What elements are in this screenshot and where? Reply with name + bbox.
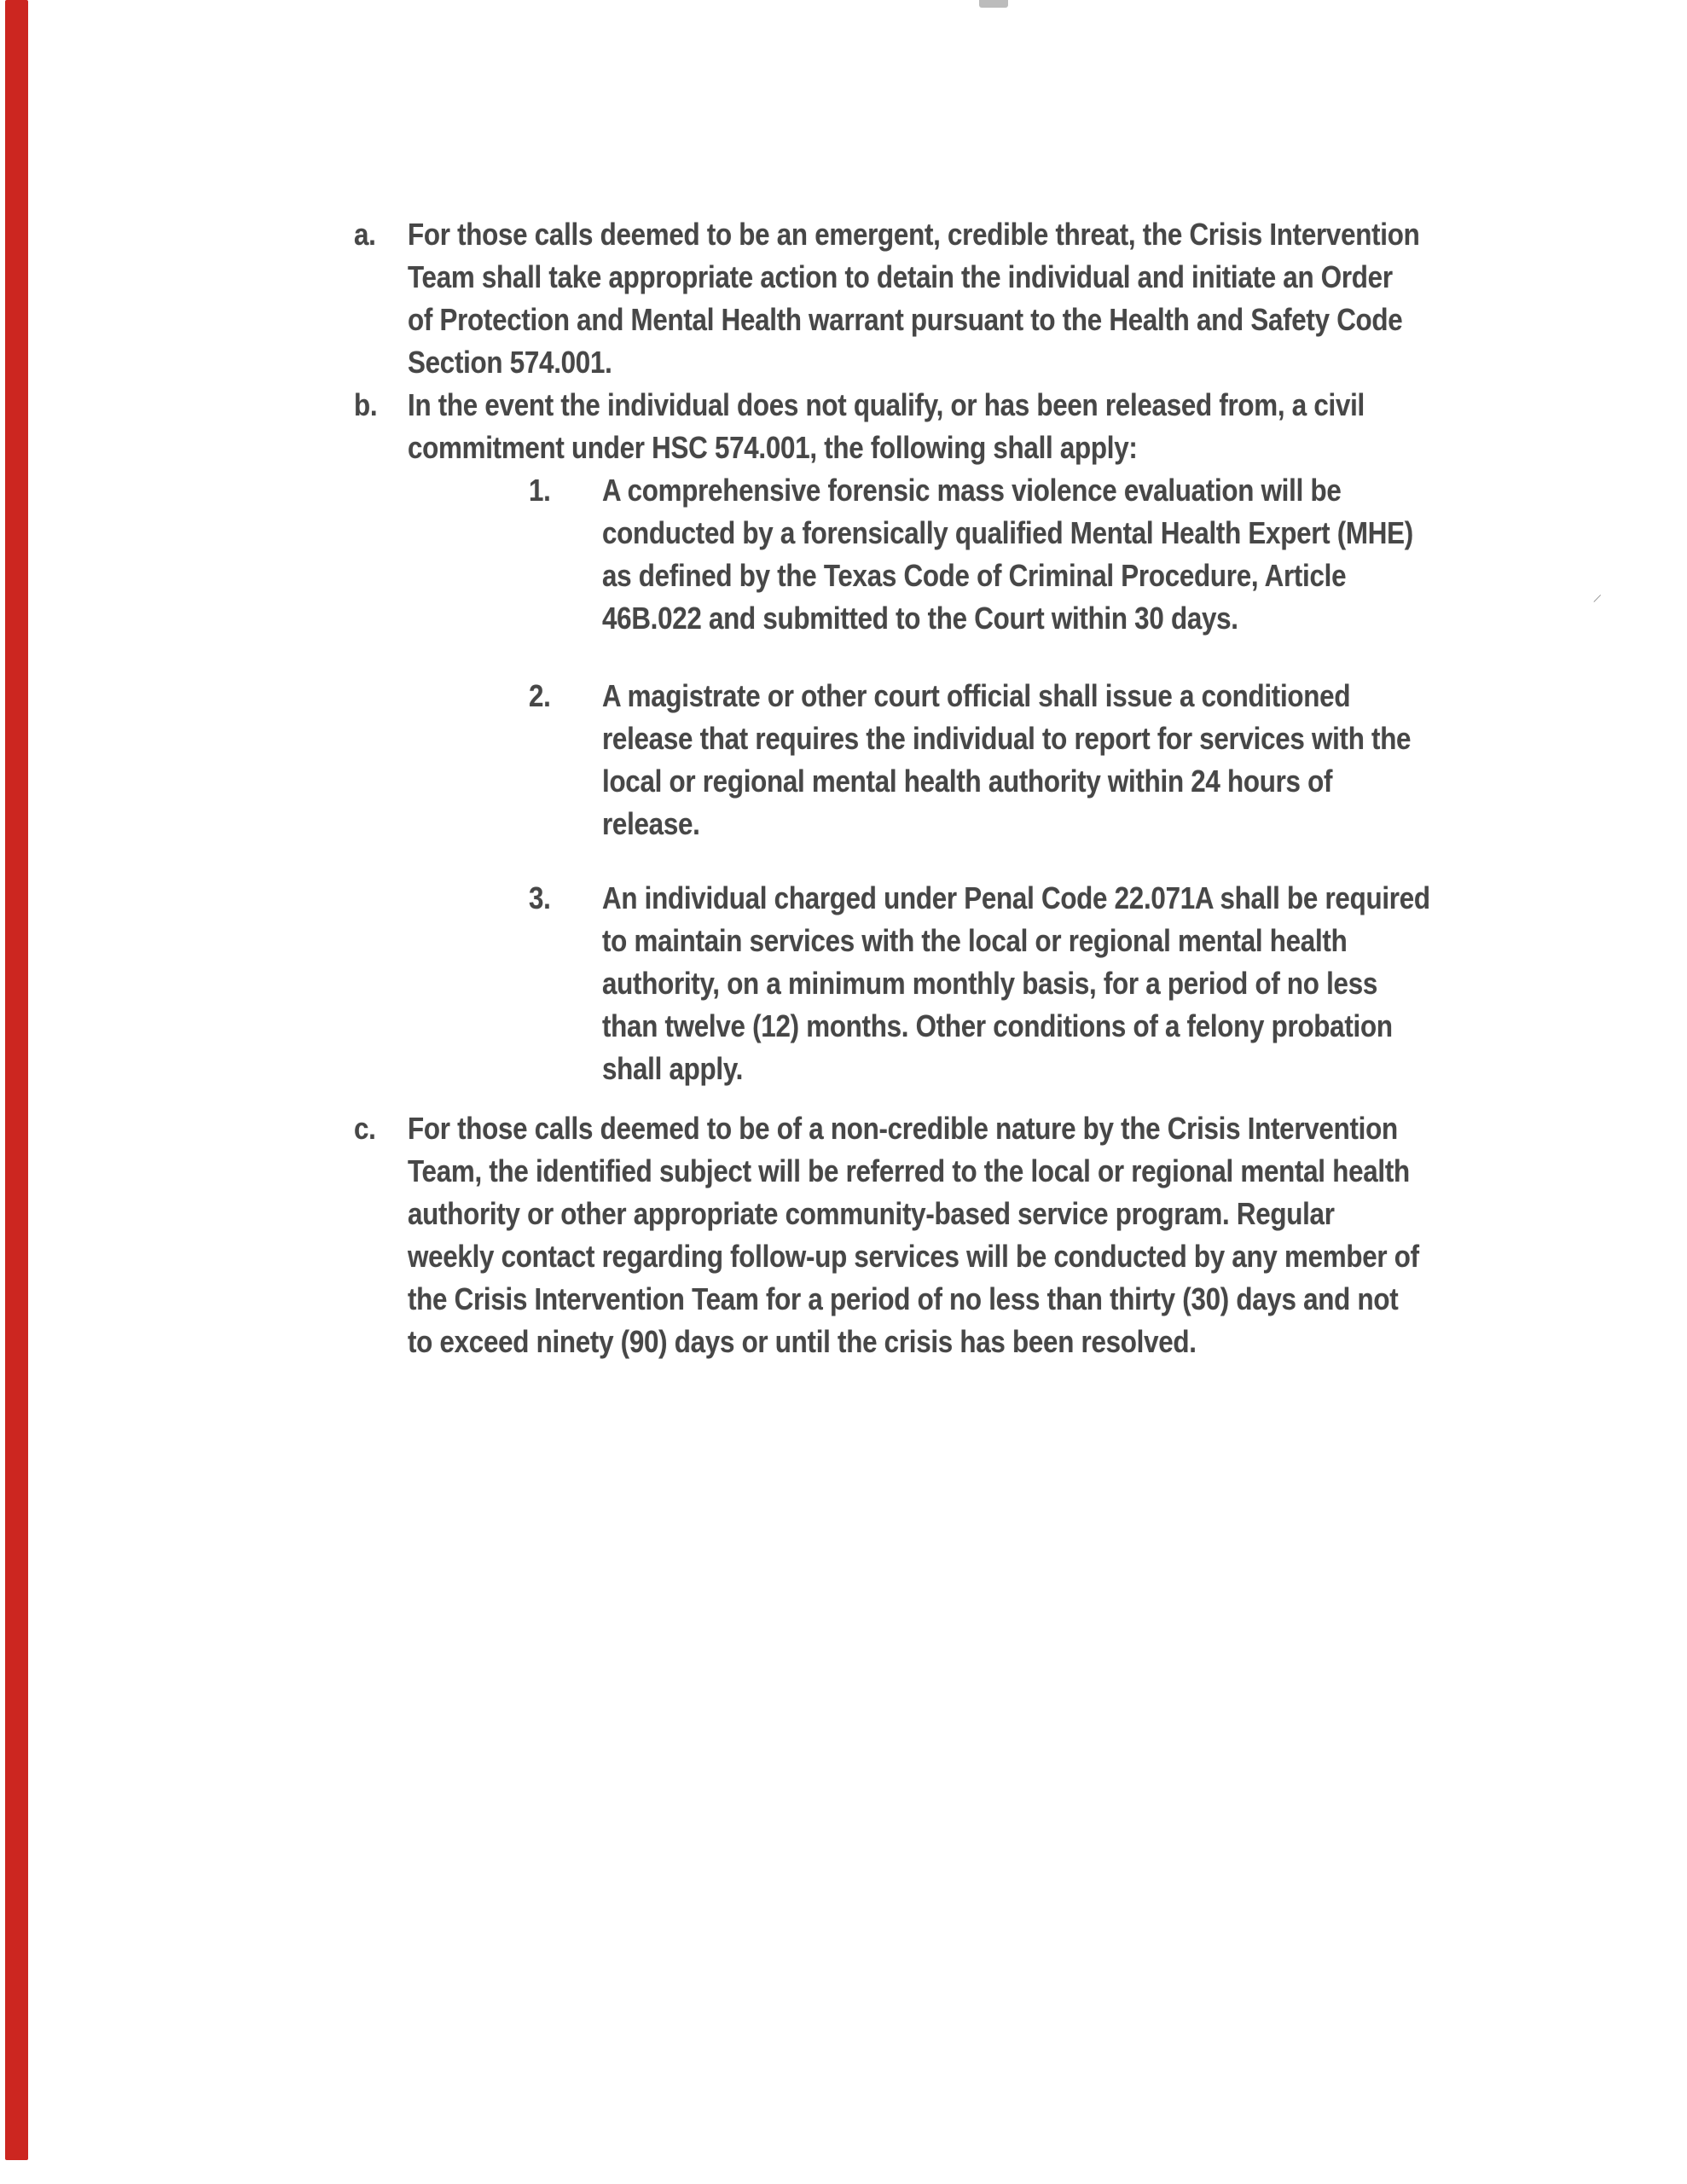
text-line: Section 574.001. (408, 345, 612, 380)
text-line: release that requires the individual to report for services with the (602, 721, 1412, 756)
text-line: weekly contact regarding follow-up services will be conducted by any member of (408, 1239, 1419, 1274)
text-line: than twelve (12) months. Other conditions of a felony probation (602, 1008, 1393, 1043)
text-line: to exceed ninety (90) days or until the crisis has been resolved. (408, 1324, 1197, 1359)
list-marker: a. (354, 217, 376, 252)
text-line: For those calls deemed to be an emergent, credible threat, the Crisis Intervention (408, 217, 1420, 252)
text-line: as defined by the Texas Code of Criminal Procedure, Article (602, 558, 1347, 593)
scan-artifact-speck: ⁄ (1595, 591, 1601, 606)
list-marker: 3. (529, 880, 551, 915)
list-item-c (354, 1107, 1687, 1363)
text-line: authority or other appropriate community-based service program. Regular (408, 1196, 1335, 1231)
text-line: shall apply. (602, 1051, 744, 1086)
text-line: Team, the identified subject will be referred to the local or regional mental health (408, 1153, 1410, 1188)
list-item-b (354, 384, 1687, 469)
text-line: commitment under HSC 574.001, the following shall apply: (408, 430, 1138, 465)
text-line: release. (602, 806, 700, 841)
text-line: of Protection and Mental Health warrant pursuant to the Health and Safety Code (408, 302, 1403, 337)
text-line: Team shall take appropriate action to detain the individual and initiate an Order (408, 259, 1393, 294)
text-line: For those calls deemed to be of a non-credible nature by the Crisis Intervention (408, 1111, 1398, 1146)
list-item-a (354, 213, 1687, 384)
text-line: local or regional mental health authority within 24 hours of (602, 764, 1333, 799)
list-item-2 (529, 675, 1687, 845)
text-line: the Crisis Intervention Team for a period of no less than thirty (30) days and not (408, 1281, 1399, 1316)
text-line: conducted by a forensically qualified Mental Health Expert (MHE) (602, 515, 1413, 550)
list-item-1 (529, 469, 1687, 640)
text-line: to maintain services with the local or regional mental health (602, 923, 1348, 958)
text-line: An individual charged under Penal Code 22.071A shall be required (602, 880, 1430, 915)
text-line: 46B.022 and submitted to the Court within 30 days. (602, 601, 1238, 636)
list-marker: c. (354, 1111, 376, 1146)
list-marker: b. (354, 387, 378, 422)
text-line: A comprehensive forensic mass violence evaluation will be (602, 473, 1342, 508)
list-marker: 2. (529, 678, 551, 713)
list-marker: 1. (529, 473, 551, 508)
text-line: In the event the individual does not qualify, or has been released from, a civil (408, 387, 1365, 422)
text-line: A magistrate or other court official shall issue a conditioned (602, 678, 1351, 713)
text-line: authority, on a minimum monthly basis, for a period of no less (602, 966, 1378, 1001)
list-item-3 (529, 877, 1687, 1090)
